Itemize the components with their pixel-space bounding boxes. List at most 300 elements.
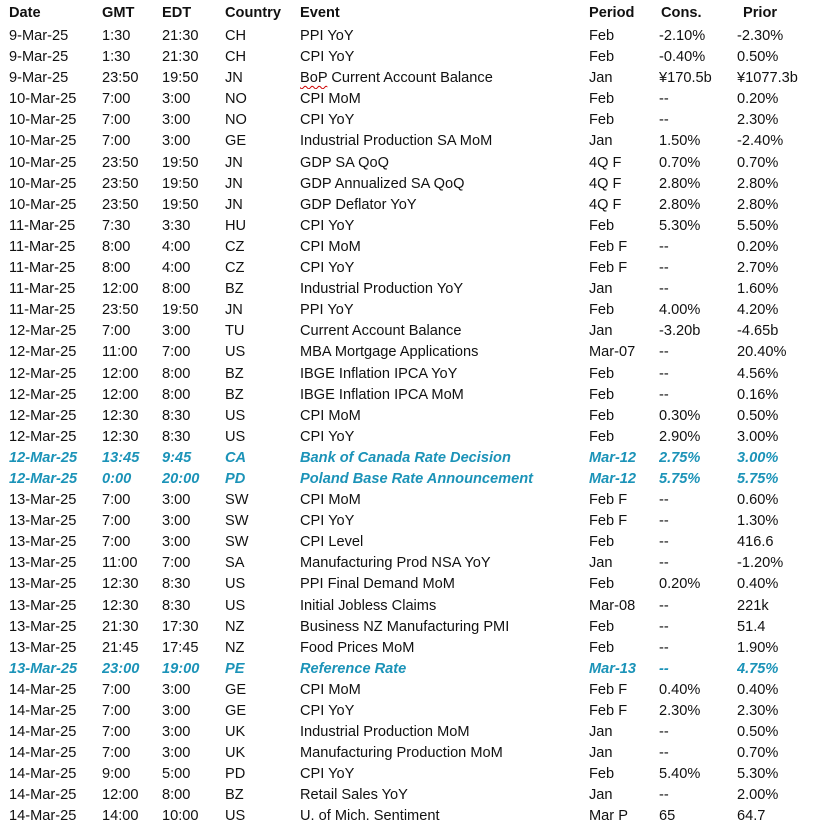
cell-prior: 221k <box>737 597 769 614</box>
cell-prior: 0.20% <box>737 238 779 255</box>
cell-gmt: 7:00 <box>102 513 131 530</box>
cell-cons: 65 <box>659 808 676 825</box>
cell-period: Mar-07 <box>589 344 636 361</box>
cell-prior: 5.30% <box>737 766 779 783</box>
cell-edt: 8:00 <box>162 281 191 298</box>
cell-event: CPI YoY <box>300 260 355 277</box>
cell-country: CH <box>225 28 247 44</box>
cell-gmt: 12:30 <box>102 407 139 424</box>
cell-period: 4Q F <box>589 175 622 192</box>
cell-period: 4Q F <box>589 196 622 213</box>
cell-cons: -- <box>659 112 669 129</box>
cell-date: 14-Mar-25 <box>9 808 77 825</box>
cell-date: 13-Mar-25 <box>9 492 77 509</box>
cell-cons: 2.80% <box>659 196 701 213</box>
cell-event: Food Prices MoM <box>300 639 415 656</box>
table-row <box>0 764 817 785</box>
cell-edt: 3:00 <box>162 323 191 340</box>
cell-country: BZ <box>225 365 244 382</box>
header-event: Event <box>300 5 340 21</box>
cell-country: US <box>225 808 246 825</box>
cell-cons: ¥170.5b <box>659 70 712 87</box>
cell-country: NZ <box>225 639 245 656</box>
table-row <box>0 553 817 574</box>
cell-event: PPI YoY <box>300 28 354 44</box>
cell-date: 11-Mar-25 <box>9 302 76 319</box>
cell-cons: -- <box>659 492 669 509</box>
cell-edt: 19:50 <box>162 175 199 192</box>
cell-prior: 2.80% <box>737 196 779 213</box>
table-row <box>0 279 817 300</box>
cell-gmt: 12:00 <box>102 365 139 382</box>
cell-country: NZ <box>225 618 245 635</box>
cell-event: Business NZ Manufacturing PMI <box>300 618 510 635</box>
cell-date: 12-Mar-25 <box>9 365 77 382</box>
cell-date: 12-Mar-25 <box>9 344 77 361</box>
cell-period: Feb <box>589 386 615 403</box>
cell-event: Poland Base Rate Announcement <box>300 470 534 487</box>
cell-cons: -- <box>659 745 669 762</box>
cell-prior: 2.30% <box>737 703 779 719</box>
cell-event: GDP Annualized SA QoQ <box>300 175 465 192</box>
table-row <box>0 174 817 195</box>
cell-period: Feb <box>589 112 615 129</box>
cell-event: Reference Rate <box>300 660 407 677</box>
cell-period: Feb <box>589 28 615 44</box>
table-row <box>0 385 817 406</box>
cell-date: 10-Mar-25 <box>9 196 77 213</box>
cell-prior: 0.50% <box>737 407 779 424</box>
cell-event <box>300 68 589 89</box>
cell-cons: 0.30% <box>659 407 701 424</box>
cell-country: NO <box>225 112 247 129</box>
cell-prior: -2.40% <box>737 133 784 150</box>
cell-period: Mar-13 <box>589 660 637 677</box>
cell-country: JN <box>225 196 243 213</box>
table-row <box>0 47 817 68</box>
cell-prior: 3.00% <box>737 449 779 466</box>
cell-gmt: 23:50 <box>102 302 139 319</box>
cell-edt: 19:50 <box>162 70 199 87</box>
cell-edt: 19:50 <box>162 154 199 171</box>
cell-country: CA <box>225 449 247 466</box>
table-row <box>0 469 817 490</box>
cell-event: CPI YoY <box>300 428 355 445</box>
cell-country: JN <box>225 70 243 87</box>
cell-gmt: 12:30 <box>102 428 139 445</box>
cell-gmt: 12:00 <box>102 386 139 403</box>
cell-prior: 2.70% <box>737 260 779 277</box>
event-text: BoP Current Account Balance <box>300 70 493 87</box>
cell-prior: 64.7 <box>737 808 766 825</box>
cell-gmt: 7:00 <box>102 492 131 509</box>
cell-event: GDP Deflator YoY <box>300 196 417 213</box>
table-row <box>0 638 817 659</box>
cell-edt: 8:30 <box>162 597 191 614</box>
cell-country: CH <box>225 49 247 66</box>
cell-cons: -3.20b <box>659 323 701 340</box>
header-gmt: GMT <box>102 5 135 21</box>
cell-country: UK <box>225 745 246 762</box>
cell-edt: 19:50 <box>162 302 199 319</box>
cell-cons: 5.30% <box>659 217 701 234</box>
cell-period: Feb <box>589 576 615 593</box>
cell-prior: 0.50% <box>737 724 779 741</box>
cell-event: PPI Final Demand MoM <box>300 576 455 593</box>
table-row <box>0 701 817 722</box>
cell-cons: 0.40% <box>659 681 701 698</box>
cell-prior: 5.75% <box>737 470 779 487</box>
cell-period: Mar P <box>589 808 628 825</box>
cell-country: CZ <box>225 238 245 255</box>
cell-period: Feb <box>589 407 615 424</box>
header-row <box>0 0 817 26</box>
cell-gmt: 7:00 <box>102 745 131 762</box>
cell-event: PPI YoY <box>300 302 354 319</box>
cell-edt: 8:00 <box>162 787 191 804</box>
cell-date: 10-Mar-25 <box>9 112 77 129</box>
cell-event: CPI MoM <box>300 91 361 108</box>
cell-date: 14-Mar-25 <box>9 745 77 762</box>
cell-cons: -- <box>659 281 669 298</box>
cell-prior: 3.00% <box>737 428 779 445</box>
cell-event: Industrial Production SA MoM <box>300 133 493 150</box>
cell-edt: 3:00 <box>162 492 191 509</box>
cell-cons: -- <box>659 787 669 804</box>
cell-prior: 4.75% <box>737 660 779 677</box>
cell-date: 13-Mar-25 <box>9 513 77 530</box>
cell-event: Initial Jobless Claims <box>300 597 437 614</box>
cell-period: Jan <box>589 745 613 762</box>
cell-edt: 3:00 <box>162 703 191 719</box>
cell-country: CZ <box>225 260 245 277</box>
cell-period: Feb <box>589 639 615 656</box>
cell-period: Feb <box>589 428 615 445</box>
cell-date: 9-Mar-25 <box>9 49 69 66</box>
cell-prior: 416.6 <box>737 534 774 551</box>
cell-date: 14-Mar-25 <box>9 766 77 783</box>
cell-date: 12-Mar-25 <box>9 323 77 340</box>
cell-event: CPI MoM <box>300 238 361 255</box>
cell-edt: 8:00 <box>162 386 191 403</box>
cell-cons: 2.75% <box>659 449 701 466</box>
header-edt: EDT <box>162 5 192 21</box>
table-row <box>0 237 817 258</box>
table-row <box>0 806 817 827</box>
cell-period: Feb <box>589 217 615 234</box>
cell-country: PE <box>225 660 245 677</box>
cell-cons: -- <box>659 365 669 382</box>
cell-prior: 20.40% <box>737 344 787 361</box>
cell-date: 11-Mar-25 <box>9 281 76 298</box>
cell-date: 13-Mar-25 <box>9 660 78 677</box>
cell-prior: 0.60% <box>737 492 779 509</box>
cell-event: CPI MoM <box>300 492 361 509</box>
cell-prior: 0.70% <box>737 745 779 762</box>
cell-period: Jan <box>589 724 613 741</box>
table-row <box>0 743 817 764</box>
cell-prior: 4.56% <box>737 365 779 382</box>
cell-cons: -- <box>659 660 669 677</box>
cell-gmt: 7:00 <box>102 112 131 129</box>
header-cons: Cons. <box>661 5 702 21</box>
cell-event: CPI YoY <box>300 766 355 783</box>
cell-period: Jan <box>589 787 613 804</box>
cell-edt: 19:00 <box>162 660 200 677</box>
cell-gmt: 1:30 <box>102 28 131 44</box>
cell-period: Feb F <box>589 492 628 509</box>
cell-edt: 19:50 <box>162 196 199 213</box>
cell-gmt: 7:00 <box>102 91 131 108</box>
cell-event: CPI YoY <box>300 513 355 530</box>
cell-cons: 5.40% <box>659 766 701 783</box>
cell-country: PD <box>225 470 246 487</box>
cell-period: Mar-08 <box>589 597 636 614</box>
cell-edt: 3:00 <box>162 745 191 762</box>
cell-date: 10-Mar-25 <box>9 154 77 171</box>
table-row <box>0 617 817 638</box>
table-row <box>0 300 817 321</box>
cell-country: BZ <box>225 386 244 403</box>
cell-prior: 1.60% <box>737 281 779 298</box>
cell-cons: 2.80% <box>659 175 701 192</box>
calendar-body <box>0 26 817 828</box>
cell-prior: 1.90% <box>737 639 779 656</box>
cell-event: CPI YoY <box>300 703 355 719</box>
cell-cons: -- <box>659 513 669 530</box>
cell-period: Jan <box>589 323 613 340</box>
cell-event: Retail Sales YoY <box>300 787 408 804</box>
table-row <box>0 596 817 617</box>
cell-date: 12-Mar-25 <box>9 449 78 466</box>
cell-edt: 17:30 <box>162 618 199 635</box>
cell-country: US <box>225 407 246 424</box>
cell-edt: 8:30 <box>162 576 191 593</box>
cell-prior: 0.20% <box>737 91 779 108</box>
cell-event: Current Account Balance <box>300 323 462 340</box>
cell-country: NO <box>225 91 247 108</box>
cell-edt: 3:00 <box>162 724 191 741</box>
cell-event: Bank of Canada Rate Decision <box>300 449 511 466</box>
table-row <box>0 532 817 553</box>
cell-gmt: 7:00 <box>102 534 131 551</box>
cell-event: IBGE Inflation IPCA MoM <box>300 386 464 403</box>
table-row <box>0 195 817 216</box>
cell-gmt: 7:00 <box>102 681 131 698</box>
cell-cons: 5.75% <box>659 470 701 487</box>
cell-date: 12-Mar-25 <box>9 428 77 445</box>
table-row <box>0 342 817 363</box>
table-row <box>0 490 817 511</box>
cell-gmt: 7:30 <box>102 217 131 234</box>
cell-edt: 3:00 <box>162 112 191 129</box>
cell-edt: 3:00 <box>162 513 191 530</box>
cell-edt: 5:00 <box>162 766 191 783</box>
cell-edt: 7:00 <box>162 344 191 361</box>
cell-cons: 2.90% <box>659 428 701 445</box>
cell-date: 12-Mar-25 <box>9 407 77 424</box>
cell-edt: 3:30 <box>162 217 191 234</box>
cell-country: GE <box>225 703 247 719</box>
cell-edt: 10:00 <box>162 808 199 825</box>
cell-date: 14-Mar-25 <box>9 703 77 719</box>
cell-period: Feb <box>589 365 615 382</box>
cell-date: 12-Mar-25 <box>9 386 77 403</box>
cell-cons: 0.70% <box>659 154 701 171</box>
cell-edt: 21:30 <box>162 28 199 44</box>
cell-period: Feb F <box>589 238 628 255</box>
cell-date: 10-Mar-25 <box>9 133 77 150</box>
cell-country: JN <box>225 302 243 319</box>
table-row <box>0 448 817 469</box>
cell-country: SW <box>225 534 249 551</box>
cell-gmt: 8:00 <box>102 260 131 277</box>
cell-prior: 5.50% <box>737 217 779 234</box>
table-row <box>0 574 817 595</box>
cell-date: 9-Mar-25 <box>9 70 69 87</box>
header-country: Country <box>225 5 281 21</box>
cell-gmt: 23:00 <box>102 660 140 677</box>
cell-date: 13-Mar-25 <box>9 576 77 593</box>
cell-event: Industrial Production MoM <box>300 724 470 741</box>
cell-country: US <box>225 428 246 445</box>
cell-event: Manufacturing Prod NSA YoY <box>300 555 491 572</box>
cell-event: MBA Mortgage Applications <box>300 344 479 361</box>
cell-country: GE <box>225 133 247 150</box>
cell-cons: -- <box>659 597 669 614</box>
cell-event: CPI Level <box>300 534 364 551</box>
table-row <box>0 680 817 701</box>
table-row <box>0 321 817 342</box>
cell-period: Feb F <box>589 681 628 698</box>
cell-event: CPI YoY <box>300 217 355 234</box>
cell-country: US <box>225 344 246 361</box>
cell-period: Feb <box>589 91 615 108</box>
cell-gmt: 11:00 <box>102 344 138 361</box>
cell-edt: 3:00 <box>162 133 191 150</box>
cell-country: SW <box>225 513 249 530</box>
cell-prior: 51.4 <box>737 618 766 635</box>
cell-prior: 0.70% <box>737 154 779 171</box>
cell-period: Feb <box>589 534 615 551</box>
cell-cons: 0.20% <box>659 576 701 593</box>
cell-gmt: 12:30 <box>102 576 139 593</box>
cell-date: 14-Mar-25 <box>9 787 77 804</box>
header-period: Period <box>589 5 635 21</box>
cell-edt: 8:00 <box>162 365 191 382</box>
cell-event: Manufacturing Production MoM <box>300 745 503 762</box>
cell-prior: -1.20% <box>737 555 784 572</box>
cell-edt: 3:00 <box>162 534 191 551</box>
cell-edt: 4:00 <box>162 238 191 255</box>
cell-country: BZ <box>225 281 244 298</box>
cell-period: 4Q F <box>589 154 622 171</box>
cell-country: SW <box>225 492 249 509</box>
cell-event: CPI MoM <box>300 681 361 698</box>
cell-prior: 4.20% <box>737 302 779 319</box>
cell-edt: 8:30 <box>162 428 191 445</box>
cell-prior: 0.16% <box>737 386 779 403</box>
cell-period: Feb <box>589 618 615 635</box>
cell-event: CPI MoM <box>300 407 361 424</box>
cell-event: CPI YoY <box>300 112 355 129</box>
cell-gmt: 23:50 <box>102 70 139 87</box>
cell-country: HU <box>225 217 247 234</box>
cell-date: 11-Mar-25 <box>9 260 76 277</box>
cell-cons: 4.00% <box>659 302 701 319</box>
cell-edt: 9:45 <box>162 449 192 466</box>
cell-period: Jan <box>589 70 613 87</box>
cell-date: 10-Mar-25 <box>9 91 77 108</box>
cell-cons: -- <box>659 386 669 403</box>
cell-event: Industrial Production YoY <box>300 281 464 298</box>
cell-gmt: 12:00 <box>102 787 139 804</box>
cell-country: JN <box>225 154 243 171</box>
cell-period: Feb <box>589 302 615 319</box>
cell-edt: 3:00 <box>162 91 191 108</box>
cell-country: JN <box>225 175 243 192</box>
cell-prior: 1.30% <box>737 513 779 530</box>
cell-gmt: 7:00 <box>102 724 131 741</box>
cell-date: 14-Mar-25 <box>9 681 77 698</box>
cell-prior: -4.65b <box>737 323 779 340</box>
cell-edt: 4:00 <box>162 260 191 277</box>
table-row <box>0 258 817 279</box>
cell-prior: 0.40% <box>737 681 779 698</box>
cell-period: Feb F <box>589 703 628 719</box>
table-row <box>0 26 817 47</box>
cell-period: Jan <box>589 133 613 150</box>
table-row <box>0 406 817 427</box>
table-row <box>0 427 817 448</box>
cell-date: 9-Mar-25 <box>9 28 69 44</box>
table-row <box>0 364 817 385</box>
cell-event: CPI YoY <box>300 49 355 66</box>
cell-period: Feb <box>589 49 615 66</box>
cell-edt: 21:30 <box>162 49 199 66</box>
cell-gmt: 14:00 <box>102 808 139 825</box>
cell-country: SA <box>225 555 245 572</box>
cell-date: 13-Mar-25 <box>9 555 77 572</box>
cell-gmt: 7:00 <box>102 133 131 150</box>
cell-cons: 1.50% <box>659 133 701 150</box>
header-prior: Prior <box>743 5 778 21</box>
cell-date: 11-Mar-25 <box>9 217 76 234</box>
table-row <box>0 131 817 152</box>
cell-cons: -- <box>659 618 669 635</box>
table-row <box>0 153 817 174</box>
table-row <box>0 89 817 110</box>
table-row <box>0 722 817 743</box>
cell-country: GE <box>225 681 247 698</box>
cell-cons: -- <box>659 91 669 108</box>
cell-cons: -2.10% <box>659 28 706 44</box>
cell-country: US <box>225 597 246 614</box>
cell-date: 13-Mar-25 <box>9 618 77 635</box>
cell-country: BZ <box>225 787 244 804</box>
cell-edt: 20:00 <box>162 470 200 487</box>
table-row <box>0 785 817 806</box>
cell-prior: ¥1077.3b <box>737 70 798 87</box>
cell-gmt: 7:00 <box>102 703 131 719</box>
cell-event: U. of Mich. Sentiment <box>300 808 440 825</box>
cell-period: Mar-12 <box>589 470 637 487</box>
cell-event: IBGE Inflation IPCA YoY <box>300 365 458 382</box>
cell-date: 13-Mar-25 <box>9 534 77 551</box>
header-date: Date <box>9 5 41 21</box>
cell-date: 13-Mar-25 <box>9 597 77 614</box>
cell-gmt: 13:45 <box>102 449 140 466</box>
